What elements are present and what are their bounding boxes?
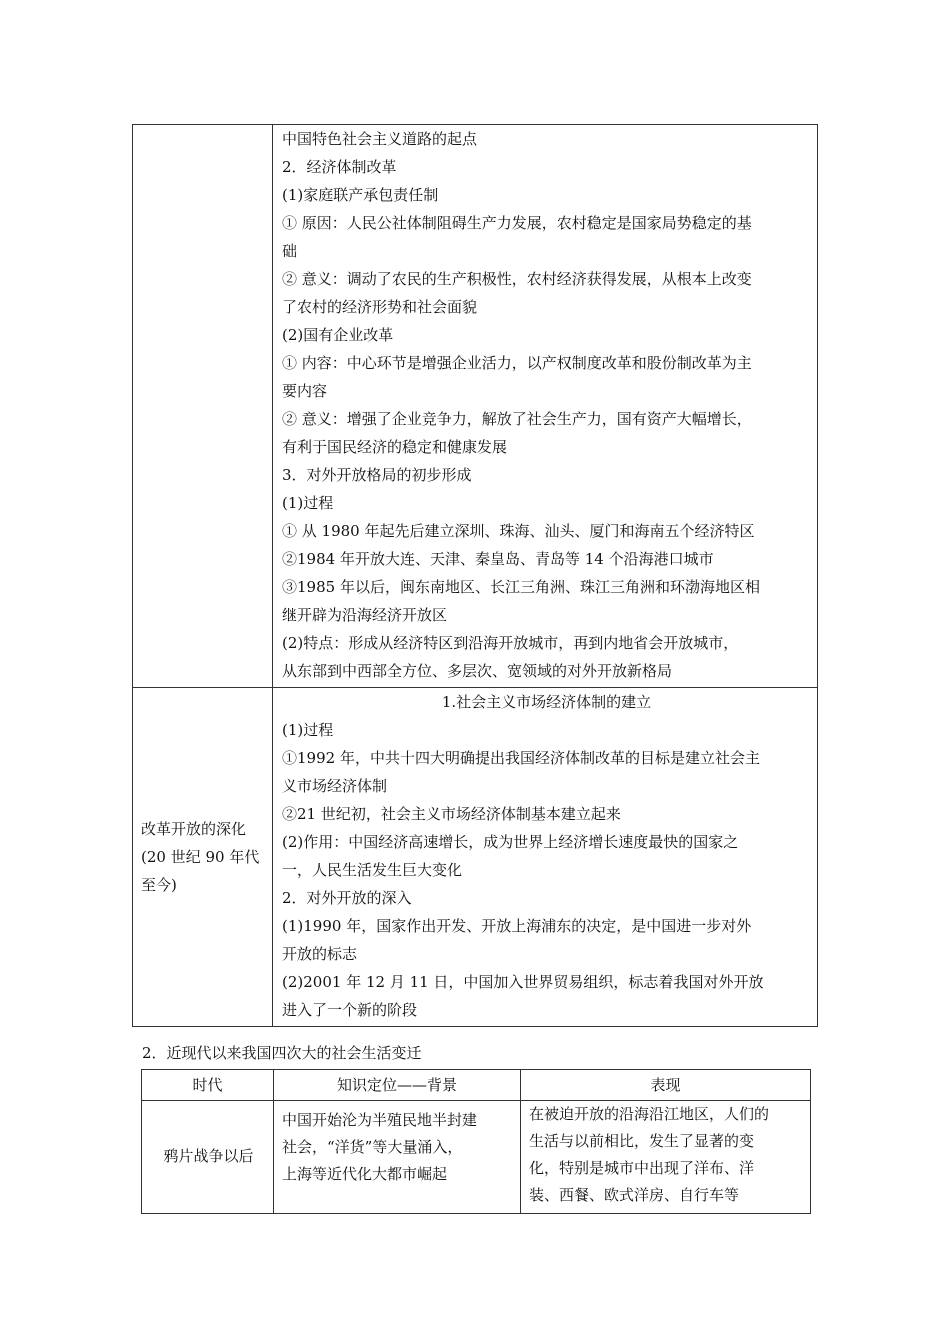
text-line: 生活与以前相比，发生了显著的变 bbox=[529, 1132, 755, 1150]
period-cell bbox=[133, 688, 273, 1027]
text-line: 要内容 bbox=[282, 382, 328, 400]
text-line: 化，特别是城市中出现了洋布、洋 bbox=[529, 1159, 755, 1177]
social-life-table bbox=[141, 1069, 811, 1214]
background-cell bbox=[274, 1101, 521, 1214]
text-line: (1)家庭联产承包责任制 bbox=[282, 186, 439, 204]
text-line: 3．对外开放格局的初步形成 bbox=[282, 466, 472, 484]
section-title: 2．近现代以来我国四次大的社会生活变迁 bbox=[142, 1044, 422, 1062]
text-line: 2．对外开放的深入 bbox=[282, 889, 412, 907]
text-line: (2)2001 年 12 月 11 日，中国加入世界贸易组织，标志着我国对外开放 bbox=[282, 973, 764, 991]
period-label bbox=[133, 815, 272, 899]
text-line: ② 意义：调动了农民的生产积极性，农村经济获得发展，从根本上改变 bbox=[282, 270, 752, 288]
table-row bbox=[142, 1101, 811, 1214]
text-line: 2．经济体制改革 bbox=[282, 158, 397, 176]
text-line: ②21 世纪初，社会主义市场经济体制基本建立起来 bbox=[282, 805, 621, 823]
table-row bbox=[133, 125, 818, 688]
text-line: ① 原因：人民公社体制阻碍生产力发展，农村稳定是国家局势稳定的基 bbox=[282, 214, 752, 232]
text-line: (2)作用：中国经济高速增长，成为世界上经济增长速度最快的国家之 bbox=[282, 833, 739, 851]
text-line: 有利于国民经济的稳定和健康发展 bbox=[282, 438, 508, 456]
text-line: 一，人民生活发生巨大变化 bbox=[282, 861, 463, 879]
text-line: 继开辟为沿海经济开放区 bbox=[282, 606, 448, 624]
text-line: 中国特色社会主义道路的起点 bbox=[282, 130, 478, 148]
column-header: 知识定位——背景 bbox=[274, 1070, 521, 1101]
column-header: 时代 bbox=[142, 1070, 274, 1101]
text-line: (1)过程 bbox=[282, 494, 334, 512]
table-header-row bbox=[142, 1070, 811, 1101]
table-row bbox=[133, 688, 818, 1027]
content-cell bbox=[273, 125, 818, 688]
text-line: 社会，“洋货”等大量涌入， bbox=[282, 1138, 463, 1156]
text-line: 了农村的经济形势和社会面貌 bbox=[282, 298, 478, 316]
reform-table bbox=[132, 124, 818, 1027]
text-line: 在被迫开放的沿海沿江地区，人们的 bbox=[529, 1105, 770, 1123]
content-cell bbox=[273, 688, 818, 1027]
text-line: ①1992 年，中共十四大明确提出我国经济体制改革的目标是建立社会主 bbox=[282, 749, 760, 767]
performance-cell bbox=[521, 1101, 811, 1214]
text-line: 上海等近代化大都市崛起 bbox=[282, 1165, 448, 1183]
text-line: 从东部到中西部全方位、多层次、宽领域的对外开放新格局 bbox=[282, 662, 673, 680]
text-line: ②1984 年开放大连、天津、秦皇岛、青岛等 14 个沿海港口城市 bbox=[282, 550, 714, 568]
text-line: ③1985 年以后，闽东南地区、长江三角洲、珠江三角洲和环渤海地区相 bbox=[282, 578, 760, 596]
text-line: (2)国有企业改革 bbox=[282, 326, 394, 344]
text-line: (2)特点：形成从经济特区到沿海开放城市，再到内地省会开放城市， bbox=[282, 634, 739, 652]
text-line: ① 内容：中心环节是增强企业活力，以产权制度改革和股份制改革为主 bbox=[282, 354, 752, 372]
text-line: (1)1990 年，国家作出开发、开放上海浦东的决定，是中国进一步对外 bbox=[282, 917, 752, 935]
text-line: (1)过程 bbox=[282, 721, 334, 739]
subsection-heading: 1.社会主义市场经济体制的建立 bbox=[441, 693, 652, 711]
text-line: 装、西餐、欧式洋房、自行车等 bbox=[529, 1186, 740, 1204]
text-line: 义市场经济体制 bbox=[282, 777, 388, 795]
column-header: 表现 bbox=[521, 1070, 811, 1101]
period-label-line: 改革开放的深化 bbox=[141, 820, 247, 838]
period-label-line: 至今) bbox=[141, 876, 177, 894]
text-line: 中国开始沦为半殖民地半封建 bbox=[282, 1111, 478, 1129]
text-line: ② 意义：增强了企业竞争力，解放了社会生产力，国有资产大幅增长， bbox=[282, 410, 752, 428]
text-line: ① 从 1980 年起先后建立深圳、珠海、汕头、厦门和海南五个经济特区 bbox=[282, 522, 755, 540]
era-cell: 鸦片战争以后 bbox=[142, 1101, 274, 1214]
period-label-line: (20 世纪 90 年代 bbox=[141, 848, 260, 866]
text-line: 开放的标志 bbox=[282, 945, 358, 963]
period-cell bbox=[133, 125, 273, 688]
text-line: 础 bbox=[282, 242, 298, 260]
text-line: 进入了一个新的阶段 bbox=[282, 1001, 418, 1019]
